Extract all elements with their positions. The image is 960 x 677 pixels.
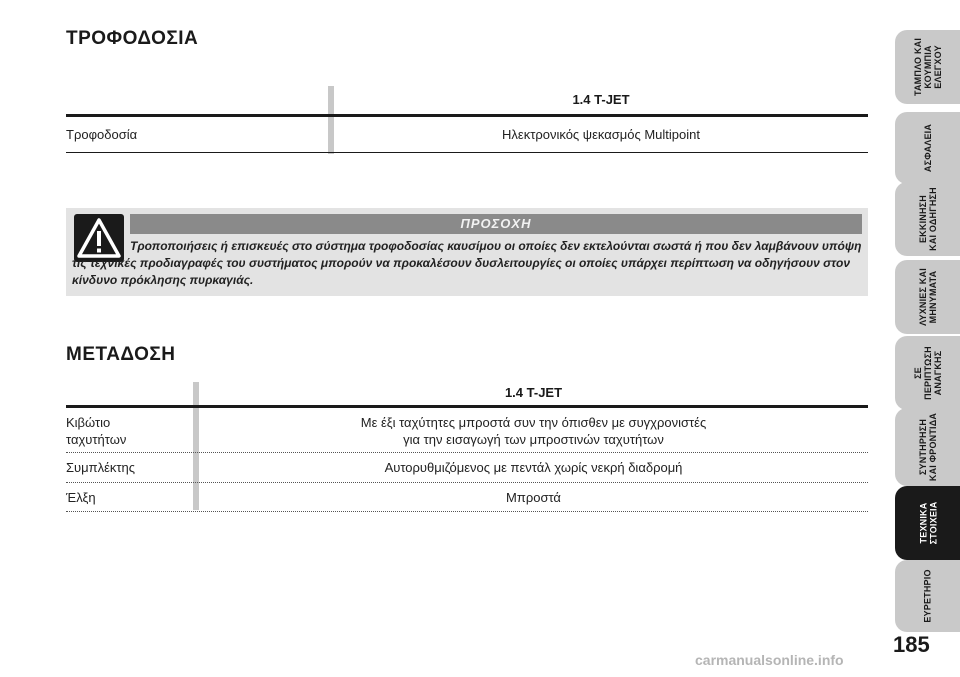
watermark: carmanualsonline.info [695,652,844,668]
fuel-row-value: Ηλεκτρονικός ψεκασμός Multipoint [502,127,700,142]
row-divider [66,452,868,453]
row-divider [66,482,868,483]
tab-label: ΣΕ ΠΕΡΙΠΤΩΣΗ ΑΝΑΓΚΗΣ [912,346,943,400]
tab-label: ΤΑΜΠΛΟ ΚΑΙ ΚΟΥΜΠΙΑ ΕΛΕΓΧΟΥ [913,37,943,97]
warning-box [66,208,868,296]
fuel-header-rule [66,114,868,117]
clutch-value: Αυτορυθμιζόμενος με πεντάλ χωρίς νεκρή διαδρομή [384,460,683,475]
tab-emergency[interactable] [895,336,960,410]
fuel-column-header: 1.4 T-JET [572,92,630,107]
tab-maintenance[interactable] [895,408,960,486]
fuel-row-label: Τροφοδοσία [66,127,138,142]
gearbox-value-line2: για την εισαγωγή των μπροστινών ταχυτήτων [403,432,664,447]
tab-index[interactable] [895,560,960,632]
tab-starting-driving[interactable] [895,182,960,256]
gearbox-label-line2: ταχυτήτων [66,432,127,447]
page-number: 185 [893,632,930,657]
fuel-bottom-rule [66,152,868,153]
gearbox-value [199,414,868,448]
tab-label: ΤΕΧΝΙΚΑ ΣΤΟΙΧΕΙΑ [918,501,938,545]
tab-technical-data[interactable] [895,486,960,560]
transmission-section-title: ΜΕΤΑΔΟΣΗ [66,344,176,365]
transmission-column-header: 1.4 T-JET [504,385,563,400]
tab-label: ΛΥΧΝΙΕΣ ΚΑΙ ΜΗΝΥΜΑΤΑ [917,268,938,326]
traction-label: Έλξη [66,490,96,505]
gearbox-label [66,414,126,448]
tab-safety[interactable] [895,112,960,184]
transmission-header-rule [66,405,868,408]
tab-label: ΣΥΝΤΗΡΗΣΗ ΚΑΙ ΦΡΟΝΤΙΔΑ [918,412,939,482]
gearbox-label-line1: Κιβώτιο [66,415,111,430]
tab-dashboard-controls[interactable] [895,30,960,104]
tab-label: ΑΣΦΑΛΕΙΑ [923,123,933,173]
clutch-label: Συμπλέκτης [66,460,136,475]
fuel-section-title: ΤΡΟΦΟΔΟΣΙΑ [66,28,199,49]
row-divider [66,511,868,512]
tab-warning-lights[interactable] [895,260,960,334]
tab-label: ΕΚΚΙΝΗΣΗ ΚΑΙ ΟΔΗΓΗΣΗ [918,187,938,251]
warning-text: Τροποποιήσεις ή επισκευές στο σύστημα τροφοδοσίας καυσίμου οι οποίες δεν εκτελούνται σωστά ή που δεν λαμβάνουν υπόψη τις τεχνικές προδιαγραφές του συστήματος μπορούν να προκαλέσουν δυσλειτουργίες οι οποίες υπάρχει περίπτωση να οδηγήσουν στον κίνδυνο πρόκλησης πυρκαγιάς. [72,239,862,287]
warning-header: ΠΡΟΣΟΧΗ [130,214,862,234]
traction-value: Μπροστά [506,490,561,505]
gearbox-value-line1: Με έξι ταχύτητες μπροστά συν την όπισθεν με συγχρονιστές [360,415,707,430]
tab-label: ΕΥΡΕΤΗΡΙΟ [922,569,933,623]
